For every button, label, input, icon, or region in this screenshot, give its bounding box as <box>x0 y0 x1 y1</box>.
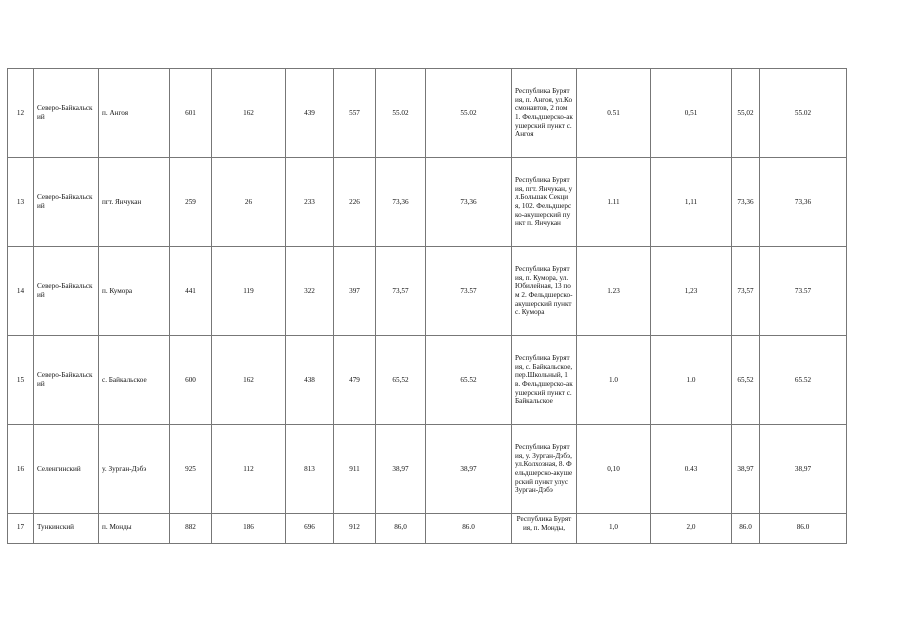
table-row <box>8 514 847 544</box>
settlement-cell: п. Монды <box>99 514 170 544</box>
district-cell: Северо-Байкальский <box>34 247 99 336</box>
value-cell: 600 <box>170 336 212 425</box>
table-row <box>8 336 847 425</box>
value-cell: 73.57 <box>760 247 847 336</box>
row-number: 13 <box>8 158 34 247</box>
value-cell: 65,52 <box>732 336 760 425</box>
value-cell: 912 <box>334 514 376 544</box>
value-cell: 162 <box>212 336 286 425</box>
value-cell: 557 <box>334 69 376 158</box>
value-cell: 322 <box>286 247 334 336</box>
value-cell: 73,57 <box>376 247 426 336</box>
address-cell: Республика Бурятия, у. Зурган-Дэбэ, ул.Колхозная, 8. Фельдшерско-акушерский пункт улус Зурган-Дэбэ <box>512 425 577 514</box>
value-cell: 441 <box>170 247 212 336</box>
value-cell: 86.0 <box>760 514 847 544</box>
value-cell: 38,97 <box>426 425 512 514</box>
value-cell: 86.0 <box>426 514 512 544</box>
value-cell: 813 <box>286 425 334 514</box>
value-cell: 911 <box>334 425 376 514</box>
value-cell: 65,52 <box>376 336 426 425</box>
table-row <box>8 69 847 158</box>
settlement-cell: с. Байкальское <box>99 336 170 425</box>
row-number: 17 <box>8 514 34 544</box>
value-cell: 0,51 <box>651 69 732 158</box>
value-cell: 0.51 <box>577 69 651 158</box>
value-cell: 55.02 <box>426 69 512 158</box>
district-cell: Северо-Байкальский <box>34 69 99 158</box>
settlement-cell: п. Ангоя <box>99 69 170 158</box>
value-cell: 112 <box>212 425 286 514</box>
value-cell: 601 <box>170 69 212 158</box>
value-cell: 925 <box>170 425 212 514</box>
district-cell: Селенгинский <box>34 425 99 514</box>
value-cell: 2,0 <box>651 514 732 544</box>
value-cell: 259 <box>170 158 212 247</box>
value-cell: 397 <box>334 247 376 336</box>
value-cell: 55,02 <box>732 69 760 158</box>
value-cell: 0,10 <box>577 425 651 514</box>
address-cell: Республика Бурятия, п. Кумора, ул.Юбилейная, 13 пом 2. Фельдшерско-акушерский пункт с. Кумора <box>512 247 577 336</box>
row-number: 15 <box>8 336 34 425</box>
value-cell: 38,97 <box>732 425 760 514</box>
address-cell: Республика Бурятия, п. Монды, <box>512 514 577 544</box>
value-cell: 1.0 <box>577 336 651 425</box>
value-cell: 439 <box>286 69 334 158</box>
value-cell: 162 <box>212 69 286 158</box>
value-cell: 438 <box>286 336 334 425</box>
value-cell: 73,36 <box>732 158 760 247</box>
table-row <box>8 425 847 514</box>
district-cell: Северо-Байкальский <box>34 336 99 425</box>
value-cell: 1,11 <box>651 158 732 247</box>
value-cell: 73,36 <box>760 158 847 247</box>
value-cell: 65.52 <box>426 336 512 425</box>
data-table <box>7 68 847 544</box>
table-row <box>8 158 847 247</box>
value-cell: 86.0 <box>732 514 760 544</box>
settlement-cell: пгт. Янчукан <box>99 158 170 247</box>
address-cell: Республика Бурятия, с. Байкальское, пер.Школьный, 1в. Фельдшерско-акушерский пункт с. Байкальское <box>512 336 577 425</box>
value-cell: 73,57 <box>732 247 760 336</box>
settlement-cell: п. Кумора <box>99 247 170 336</box>
value-cell: 38,97 <box>760 425 847 514</box>
value-cell: 55.02 <box>376 69 426 158</box>
value-cell: 226 <box>334 158 376 247</box>
row-number: 14 <box>8 247 34 336</box>
address-cell: Республика Бурятия, пгт. Янчукан, ул.Большак Секция, 102. Фельдшерско-акушерский пункт п. Янчукан <box>512 158 577 247</box>
value-cell: 233 <box>286 158 334 247</box>
settlement-cell: у. Зурган-Дэбэ <box>99 425 170 514</box>
value-cell: 0.43 <box>651 425 732 514</box>
value-cell: 882 <box>170 514 212 544</box>
value-cell: 73,36 <box>426 158 512 247</box>
address-cell: Республика Бурятия, п. Ангоя, ул.Космонавтов, 2 пом 1. Фельдшерско-акушерский пункт с. Ангоя <box>512 69 577 158</box>
value-cell: 479 <box>334 336 376 425</box>
value-cell: 1.0 <box>651 336 732 425</box>
value-cell: 1,23 <box>651 247 732 336</box>
district-cell: Северо-Байкальский <box>34 158 99 247</box>
value-cell: 65.52 <box>760 336 847 425</box>
value-cell: 1.23 <box>577 247 651 336</box>
row-number: 16 <box>8 425 34 514</box>
district-cell: Тункинский <box>34 514 99 544</box>
row-number: 12 <box>8 69 34 158</box>
value-cell: 73,36 <box>376 158 426 247</box>
value-cell: 55.02 <box>760 69 847 158</box>
value-cell: 186 <box>212 514 286 544</box>
value-cell: 26 <box>212 158 286 247</box>
value-cell: 1,0 <box>577 514 651 544</box>
value-cell: 38,97 <box>376 425 426 514</box>
value-cell: 119 <box>212 247 286 336</box>
value-cell: 696 <box>286 514 334 544</box>
table-row <box>8 247 847 336</box>
value-cell: 73.57 <box>426 247 512 336</box>
value-cell: 86,0 <box>376 514 426 544</box>
value-cell: 1.11 <box>577 158 651 247</box>
